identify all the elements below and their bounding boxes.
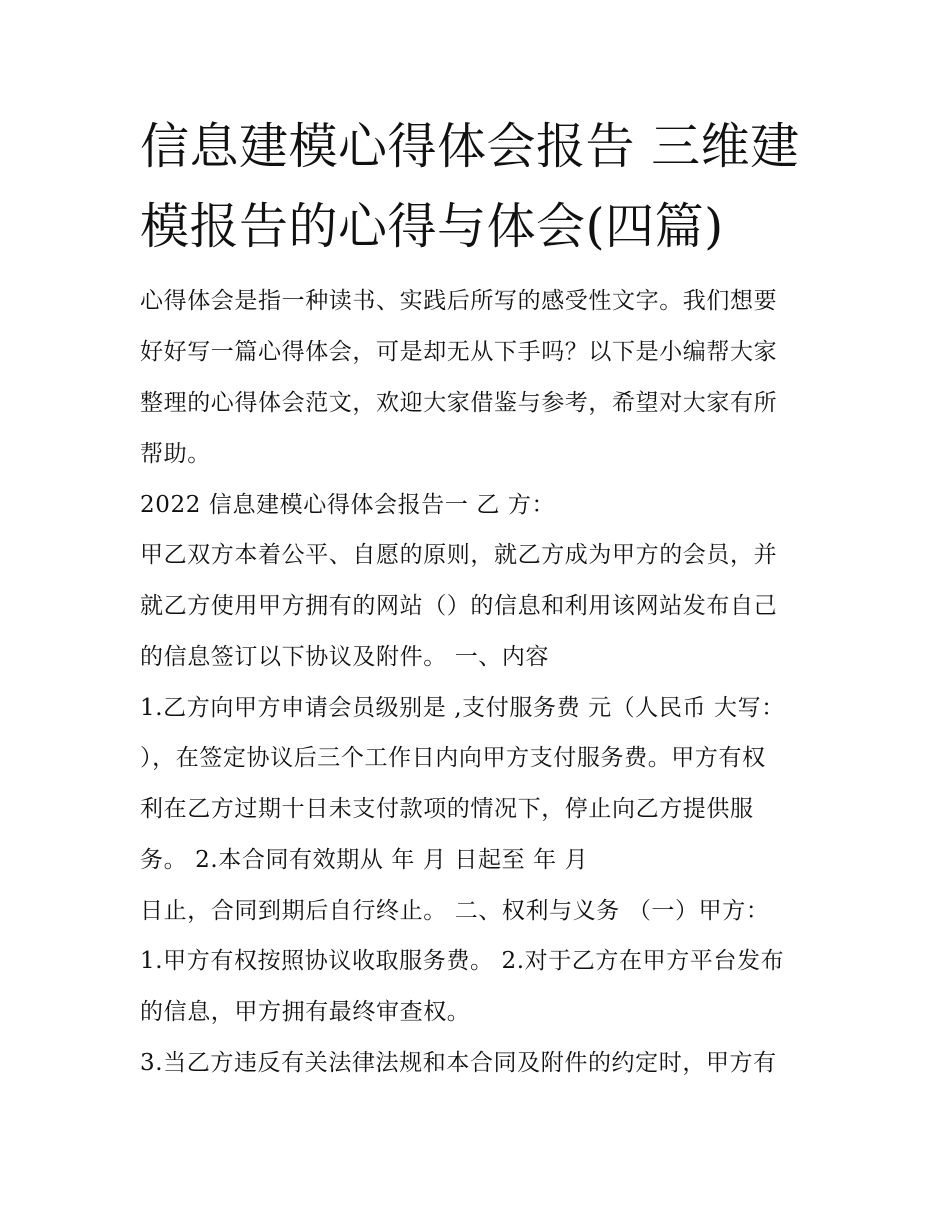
body-line: 的信息签订以下协议及附件。 一、内容 [140,644,550,670]
body-line: 1.甲方有权按照协议收取服务费。 2.对于乙方在甲方平台发布 [140,948,785,974]
body-line: ），在签定协议后三个工作日内向甲方支付服务费。甲方有权 [140,745,766,771]
body-line: 务。 2.本合同有效期从 年 月 日起至 年 月 [140,847,589,873]
body-line: 就乙方使用甲方拥有的网站（）的信息和利用该网站发布自己 [140,593,778,619]
body-line: 3.当乙方违反有关法律法规和本合同及附件的约定时，甲方有 [140,1050,777,1076]
body-line: 甲乙双方本着公平、自愿的原则，就乙方成为甲方的会员，并 [140,542,778,568]
section-heading: 2022 信息建模心得体会报告一 乙 方： [140,492,556,518]
body-line: 1.乙方向甲方申请会员级别是 ,支付服务费 元（人民币 大写： [140,695,785,721]
document-title-line-1: 信息建模心得体会报告 三维建 [140,118,800,175]
body-line: 日止，合同到期后自行终止。 二、权利与义务 （一）甲方： [140,898,770,924]
body-line: 好好写一篇心得体会，可是却无从下手吗？以下是小编帮大家 [140,339,778,365]
body-line: 帮助。 [140,441,211,467]
body-line: 整理的心得体会范文，欢迎大家借鉴与参考，希望对大家有所 [140,390,778,416]
body-line: 利在乙方过期十日未支付款项的情况下，停止向乙方提供服 [140,796,754,822]
body-line: 心得体会是指一种读书、实践后所写的感受性文字。我们想要 [140,288,778,314]
body-line: 的信息，甲方拥有最终审查权。 [140,999,471,1025]
document-title-line-2: 模报告的心得与体会(四篇) [140,198,724,255]
